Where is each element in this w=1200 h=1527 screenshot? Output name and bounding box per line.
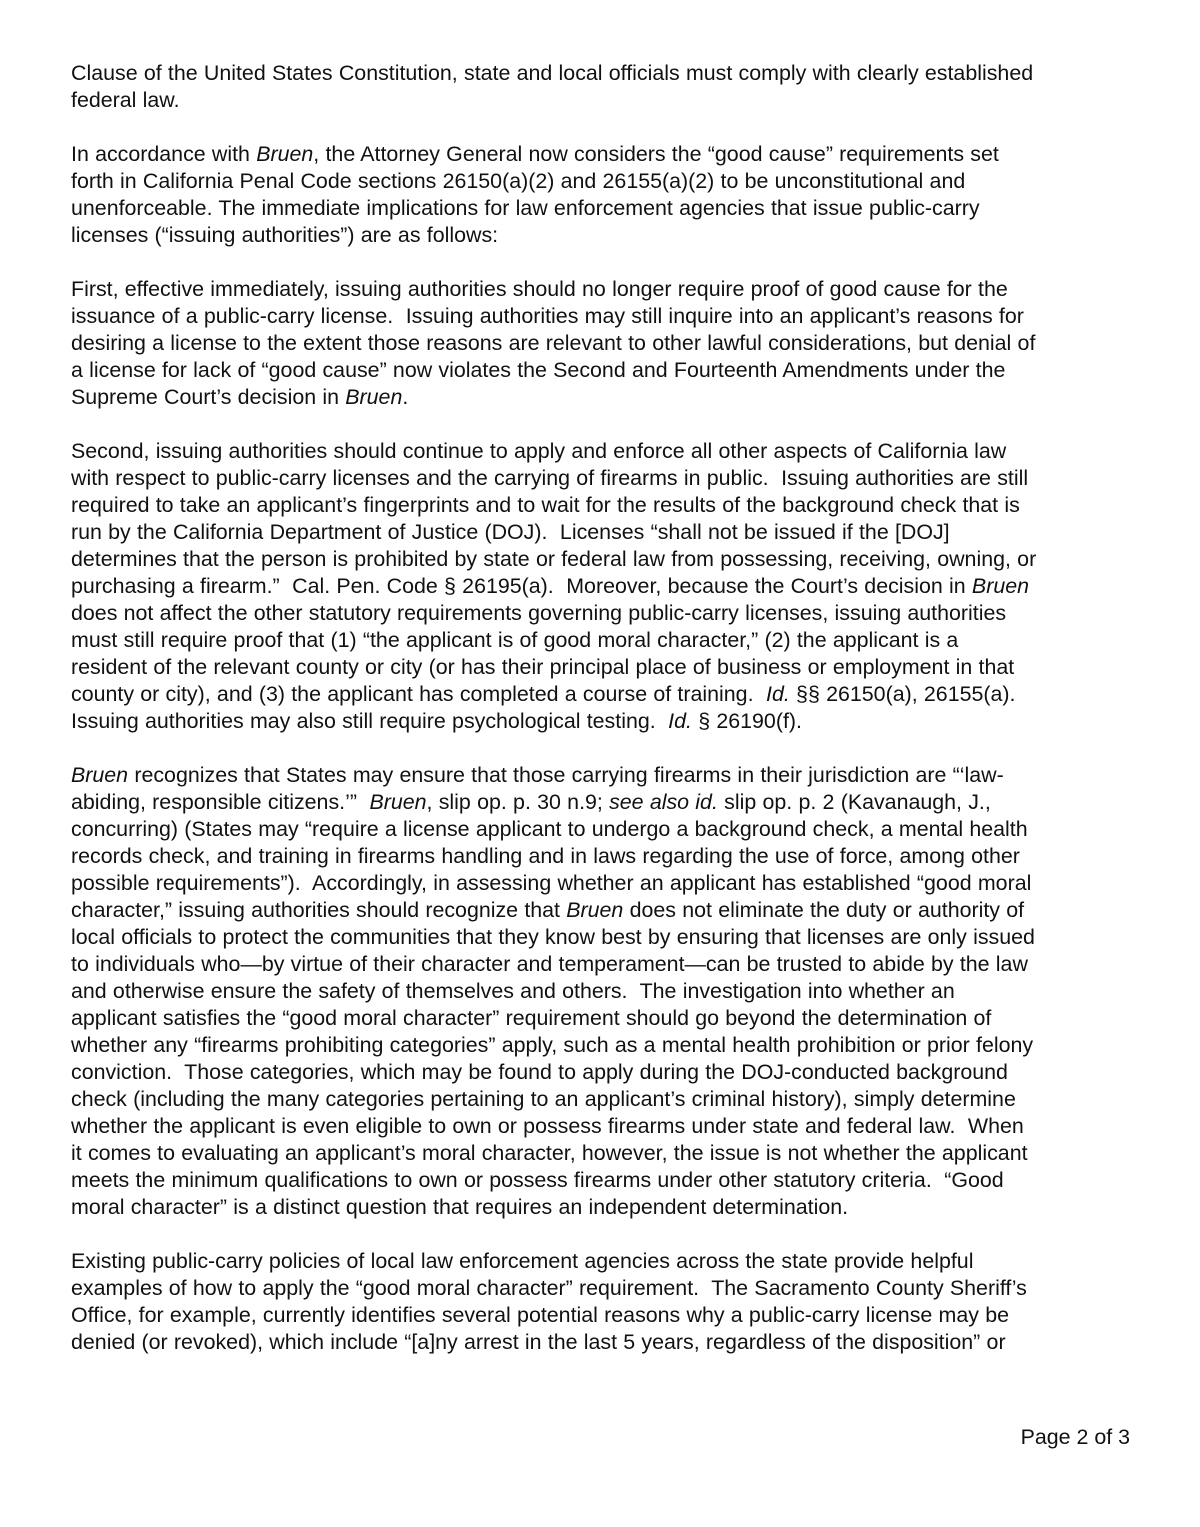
text-line: resident of the relevant county or city (or has their principal place of business or employment in that bbox=[71, 655, 1015, 679]
text-line: run by the California Department of Justice (DOJ). Licenses “shall not be issued if the [DOJ] bbox=[71, 520, 950, 544]
text-line: county or city), and (3) the applicant has completed a course of training. Id. §§ 26150(a), 26155(a). bbox=[71, 682, 1016, 706]
text-line: whether any “firearms prohibiting categories” apply, such as a mental health prohibition or prior felony bbox=[71, 1033, 1034, 1057]
text-line: purchasing a firearm.” Cal. Pen. Code § 26195(a). Moreover, because the Court’s decision in Bruen bbox=[71, 574, 1030, 598]
text-line: licenses (“issuing authorities”) are as follows: bbox=[71, 223, 499, 247]
document-body bbox=[71, 60, 1131, 1383]
text-line: conviction. Those categories, which may be found to apply during the DOJ-conducted background bbox=[71, 1060, 1008, 1084]
text-line: denied (or revoked), which include “[a]ny arrest in the last 5 years, regardless of the disposition” or bbox=[71, 1330, 1006, 1354]
text-line: Bruen recognizes that States may ensure that those carrying firearms in their jurisdiction are “‘law- bbox=[71, 763, 1004, 787]
text-line: Issuing authorities may also still require psychological testing. Id. § 26190(f). bbox=[71, 709, 802, 733]
paragraph bbox=[71, 1248, 1131, 1356]
text-line: Supreme Court’s decision in Bruen. bbox=[71, 385, 409, 409]
text-line: whether the applicant is even eligible to own or possess firearms under state and federal law. When bbox=[71, 1114, 1024, 1138]
text-line: character,” issuing authorities should recognize that Bruen does not eliminate the duty or authority of bbox=[71, 898, 1025, 922]
text-line: with respect to public-carry licenses and the carrying of firearms in public. Issuing authorities are still bbox=[71, 466, 1029, 490]
text-line: determines that the person is prohibited by state or federal law from possessing, receiving, owning, or bbox=[71, 547, 1037, 571]
text-line: moral character” is a distinct question that requires an independent determination. bbox=[71, 1195, 849, 1219]
text-line: records check, and training in firearms handling and in laws regarding the use of force, among other bbox=[71, 844, 1020, 868]
text-line: local officials to protect the communities that they know best by ensuring that licenses are only issued bbox=[71, 925, 1035, 949]
text-line: federal law. bbox=[71, 88, 180, 112]
paragraph bbox=[71, 276, 1131, 411]
text-line: First, effective immediately, issuing authorities should no longer require proof of good cause for the bbox=[71, 277, 1008, 301]
page-number: Page 2 of 3 bbox=[1020, 1425, 1130, 1449]
text-line: issuance of a public-carry license. Issuing authorities may still inquire into an applicant’s reasons for bbox=[71, 304, 1024, 328]
text-line: examples of how to apply the “good moral character” requirement. The Sacramento County Sheriff’s bbox=[71, 1276, 1027, 1300]
paragraph bbox=[71, 141, 1131, 249]
text-line: unenforceable. The immediate implications for law enforcement agencies that issue public-carry bbox=[71, 196, 980, 220]
text-line: meets the minimum qualifications to own or possess firearms under other statutory criteria. “Good bbox=[71, 1168, 1004, 1192]
text-line: abiding, responsible citizens.’” Bruen, slip op. p. 30 n.9; see also id. slip op. p. 2 (Kavanaugh, J., bbox=[71, 790, 991, 814]
text-line: applicant satisfies the “good moral character” requirement should go beyond the determination of bbox=[71, 1006, 992, 1030]
text-line: Existing public-carry policies of local law enforcement agencies across the state provide helpful bbox=[71, 1249, 974, 1273]
paragraph bbox=[71, 60, 1131, 114]
text-line: desiring a license to the extent those reasons are relevant to other lawful considerations, but denial of bbox=[71, 331, 1036, 355]
text-line: check (including the many categories pertaining to an applicant’s criminal history), simply determine bbox=[71, 1087, 1016, 1111]
text-line: required to take an applicant’s fingerprints and to wait for the results of the background check that is bbox=[71, 493, 1020, 517]
text-line: a license for lack of “good cause” now violates the Second and Fourteenth Amendments under the bbox=[71, 358, 1006, 382]
text-line: In accordance with Bruen, the Attorney General now considers the “good cause” requirements set bbox=[71, 142, 999, 166]
text-line: concurring) (States may “require a license applicant to undergo a background check, a mental health bbox=[71, 817, 1028, 841]
text-line: to individuals who—by virtue of their character and temperament—can be trusted to abide by the law bbox=[71, 952, 1028, 976]
text-line: it comes to evaluating an applicant’s moral character, however, the issue is not whether the applicant bbox=[71, 1141, 1028, 1165]
paragraph bbox=[71, 438, 1131, 735]
text-line: forth in California Penal Code sections 26150(a)(2) and 26155(a)(2) to be unconstitutional and bbox=[71, 169, 966, 193]
text-line: does not affect the other statutory requirements governing public-carry licenses, issuing authorities bbox=[71, 601, 1007, 625]
text-line: Clause of the United States Constitution, state and local officials must comply with clearly established bbox=[71, 61, 1034, 85]
text-line: Office, for example, currently identifies several potential reasons why a public-carry license may be bbox=[71, 1303, 1009, 1327]
text-line: and otherwise ensure the safety of themselves and others. The investigation into whether an bbox=[71, 979, 955, 1003]
paragraph bbox=[71, 762, 1131, 1221]
text-line: must still require proof that (1) “the applicant is of good moral character,” (2) the applicant is a bbox=[71, 628, 959, 652]
text-line: possible requirements”). Accordingly, in assessing whether an applicant has established “good moral bbox=[71, 871, 1032, 895]
text-line: Second, issuing authorities should continue to apply and enforce all other aspects of California law bbox=[71, 439, 1007, 463]
